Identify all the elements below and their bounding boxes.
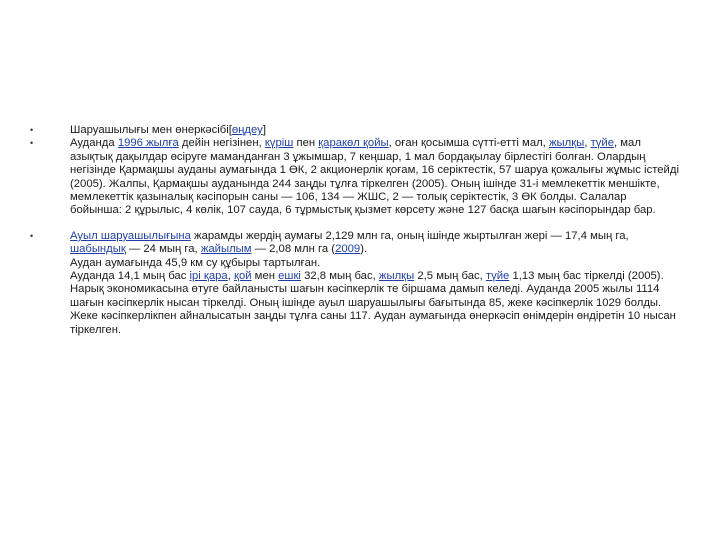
text-run: Ауданда 14,1 мың бас [70, 270, 190, 283]
paragraph-water: Аудан аумағында 45,9 км су құбыры тартылған. [70, 256, 321, 269]
text-run: — 2,08 млн га ( [251, 243, 336, 256]
link-sheep[interactable]: қой [234, 270, 252, 283]
text-run: 1,13 мың бас тіркелді (2005). [509, 270, 664, 283]
link-karakul-sheep[interactable]: қаракөл қойы [318, 137, 389, 150]
list-item [30, 230, 680, 337]
text-run: дейін негізінен, [178, 137, 265, 150]
bullet-list [30, 124, 680, 337]
link-1996[interactable]: 1996 жылға [117, 137, 179, 150]
text-run: мен [251, 270, 279, 283]
link-agriculture[interactable]: Ауыл шаруашылығына [70, 229, 191, 242]
bracket-close: ] [262, 124, 266, 136]
link-horse[interactable]: жылқы [548, 137, 585, 150]
bullet-icon: • [30, 230, 34, 241]
list-item [30, 124, 680, 137]
section-heading: Шаруашылығы мен өнеркәсібі[ [70, 124, 232, 136]
list-item [30, 137, 680, 217]
link-camel-2[interactable]: түйе [485, 270, 510, 283]
text-run: Ауданда [70, 137, 118, 150]
text-run: , [584, 137, 591, 150]
paragraph-business: Нарық экономикасына өтуге байланысты шағын кәсіпкерлік те біршама дамып келеді. Ауданда 2005 жылы 1114 шағын кәсіпкерлік нысан тіркелді. Оның ішінде ауыл шаруашылығы бағытында 85, жеке кәсіпкерлік 1029 болды. Жеке кәсіпкерлікпен айналысатын заңды тұлға саны 117. Аудан аумағында өнеркәсіп өнімдерін өндіретін 10 нысан тіркелген. [70, 283, 676, 336]
edit-link[interactable]: өңдеу [231, 124, 263, 136]
text-run: , [227, 270, 234, 283]
link-cattle[interactable]: ірі қара [189, 270, 228, 283]
text-run: ). [360, 243, 368, 256]
text-run: 2,5 мың бас, [414, 270, 486, 283]
link-hayfield[interactable]: шабындық [70, 243, 126, 256]
paragraph-livestock [70, 270, 680, 283]
text-run: — 24 мың га, [125, 243, 201, 256]
bullet-icon: • [30, 125, 34, 135]
text-run: пен [293, 137, 319, 150]
text-run: , мал азықтық дақылдар өсіруге маманданған 3 ұжымшар, 7 кеңшар, 1 мал бордақылау бірлестігі болған. Олардың негізінде Қармақшы ауданы аумағында 1 ӨК, 2 акционерлік қоғам, 16 серіктестік, 57 шаруа қожалығы жұмыс істейді (2005). Жалпы, Қармақшы ауданында 244 заңды тұлға тіркелген (2005). Оның ішінде 31-і мемлекеттік меншікте, мемлекеттік қазыналық кәсіпорын саны — 106, 134 — ЖШС, 2 — толық серіктестік, 3 ӨК болды. Салалар бойынша: 2 құрылыс, 4 көлік, 107 сауда, 6 тұрмыстық қызмет көрсету және 127 басқа шағын кәсіпорындар бар. [70, 137, 679, 217]
bullet-icon: • [30, 138, 34, 149]
link-camel[interactable]: түйе [590, 137, 615, 150]
text-run: жарамды жердің аумағы 2,129 млн га, оның ішінде жыртылған жері — 17,4 мың га, [190, 229, 629, 242]
link-rice[interactable]: күріш [264, 137, 294, 150]
text-run: 32,8 мың бас, [300, 270, 379, 283]
link-goat[interactable]: ешкі [278, 270, 301, 283]
link-2009[interactable]: 2009 [335, 243, 361, 256]
paragraph-land [70, 230, 680, 257]
link-pasture[interactable]: жайылым [200, 243, 252, 256]
text-run: , оған қосымша сүтті-етті мал, [388, 137, 549, 150]
link-horse-2[interactable]: жылқы [378, 270, 415, 283]
